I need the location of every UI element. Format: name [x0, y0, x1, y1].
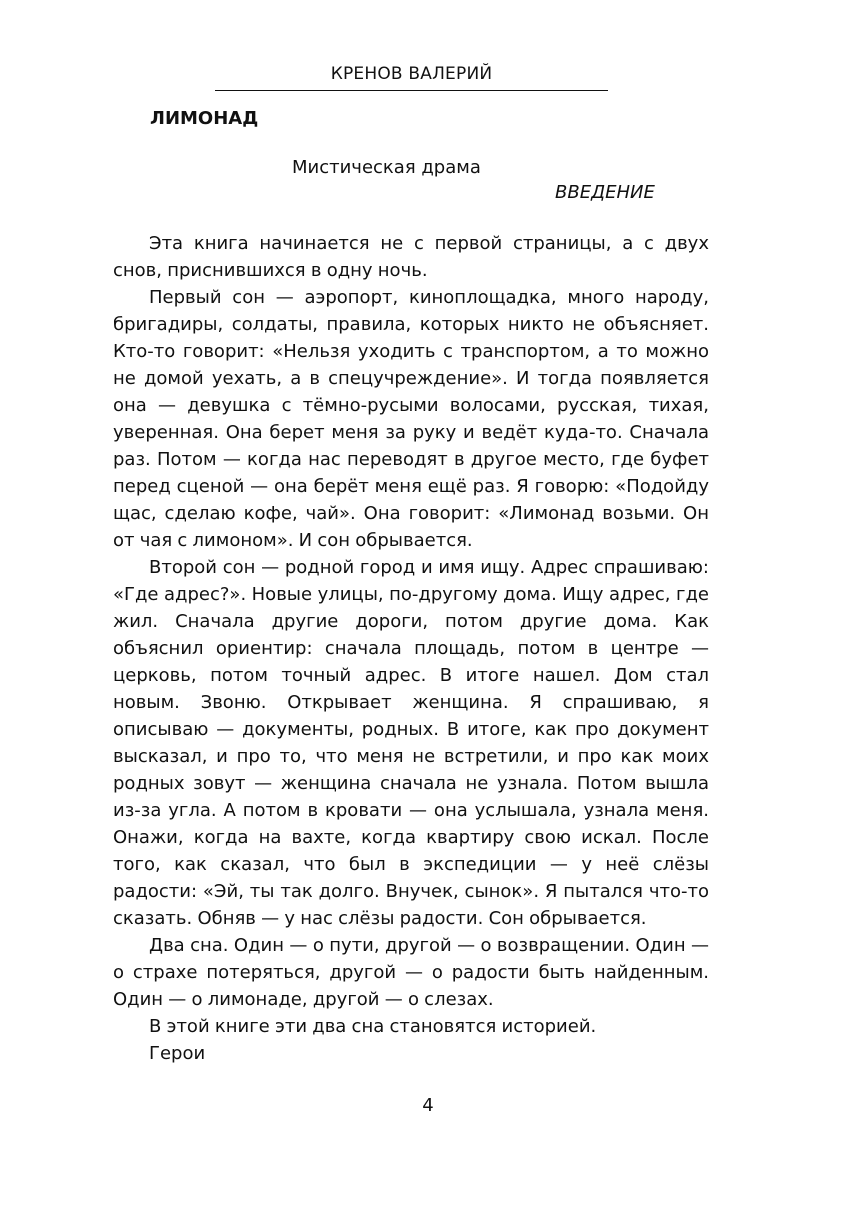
paragraph: Эта книга начинается не с первой страницы, а с двух снов, приснившихся в одну ночь.: [113, 233, 709, 281]
body-text: [113, 230, 709, 1067]
genre-subtitle: Мистическая драма: [292, 157, 481, 178]
section-title: ВВЕДЕНИЕ: [555, 182, 655, 203]
paragraph: Первый сон — аэропорт, киноплощадка, много народу, бригадиры, солдаты, правила, которых никто не объясняет. Кто-то говорит: «Нельзя уходить с транспортом, а то можно не домой уехать, а в спецучреждение». И тогда появляется она — девушка с тёмно-русыми волосами, русская, тихая, уверенная. Она берет меня за руку и ведёт куда-то. Сначала раз. Потом — когда нас переводят в другое место, где буфет перед сценой — она берёт меня ещё раз. Я говорю: «Подойду щас, сделаю кофе, чай». Она говорит: «Лимонад возьми. Он от чая с лимоном». И сон обрывается.: [113, 287, 709, 551]
paragraph: Второй сон — родной город и имя ищу. Адрес спрашиваю: «Где адрес?». Новые улицы, по-другому дома. Ищу адрес, где жил. Сначала другие дороги, потом другие дома. Как объяснил ориентир: сначала площадь, потом в центре — церковь, потом точный адрес. В итоге нашел. Дом стал новым. Звоню. Открывает женщина. Я спрашиваю, я описываю — документы, родных. В итоге, как про документ высказал, и про то, что меня не встретили, и про как моих родных зовут — женщина сначала не узнала. Потом вышла из-за угла. А потом в кровати — она услышала, узнала меня. Онажи, когда на вахте, когда квартиру свою искал. После того, как сказал, что был в экспедиции — у неё слёзы радости: «Эй, ты так долго. Внучек, сынок». Я пытался что-то сказать. Обняв — у нас слёзы радости. Сон обрывается.: [113, 557, 709, 929]
page-number: 4: [422, 1095, 434, 1116]
chapter-title: ЛИМОНАД: [150, 108, 259, 129]
paragraph: В этой книге эти два сна становятся историей.: [149, 1016, 597, 1037]
paragraph: Герои: [149, 1043, 206, 1064]
paragraph: Два сна. Один — о пути, другой — о возвращении. Один — о страхе потеряться, другой — о радости быть найденным. Один — о лимонаде, другой — о слезах.: [113, 935, 709, 1010]
running-header: КРЕНОВ ВАЛЕРИЙ: [215, 62, 608, 91]
